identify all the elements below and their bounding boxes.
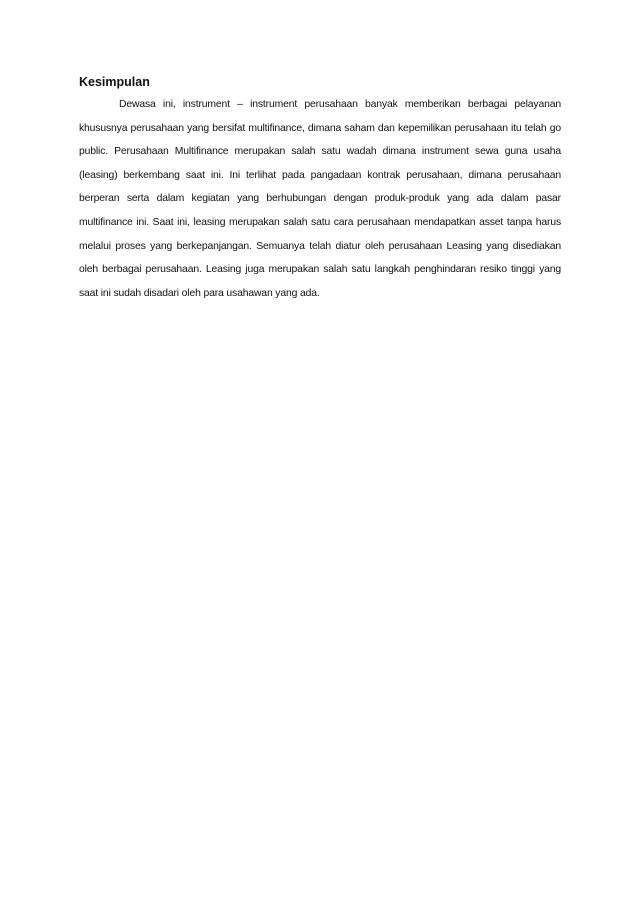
document-content bbox=[79, 73, 561, 305]
section-heading: Kesimpulan bbox=[79, 75, 150, 89]
body-paragraph: Dewasa ini, instrument – instrument perusahaan banyak memberikan berbagai pelayanan khususnya perusahaan yang bersifat multifinance, dimana saham dan kepemilikan perusahaan itu telah go public. Perusahaan Multifinance merupakan salah satu wadah dimana instrument sewa guna usaha (leasing) berkembang saat ini. Ini terlihat pada pangadaan kontrak perusahaan, dimana perusahaan berperan serta dalam kegiatan yang berhubungan dengan produk-produk yang ada dalam pasar multifinance ini. Saat ini, leasing merupakan salah satu cara perusahaan mendapatkan asset tanpa harus melalui proses yang berkepanjangan. Semuanya telah diatur oleh perusahaan Leasing yang disediakan oleh berbagai perusahaan. Leasing juga merupakan salah satu langkah penghindaran resiko tinggi yang saat ini sudah disadari oleh para usahawan yang ada. bbox=[79, 99, 561, 299]
